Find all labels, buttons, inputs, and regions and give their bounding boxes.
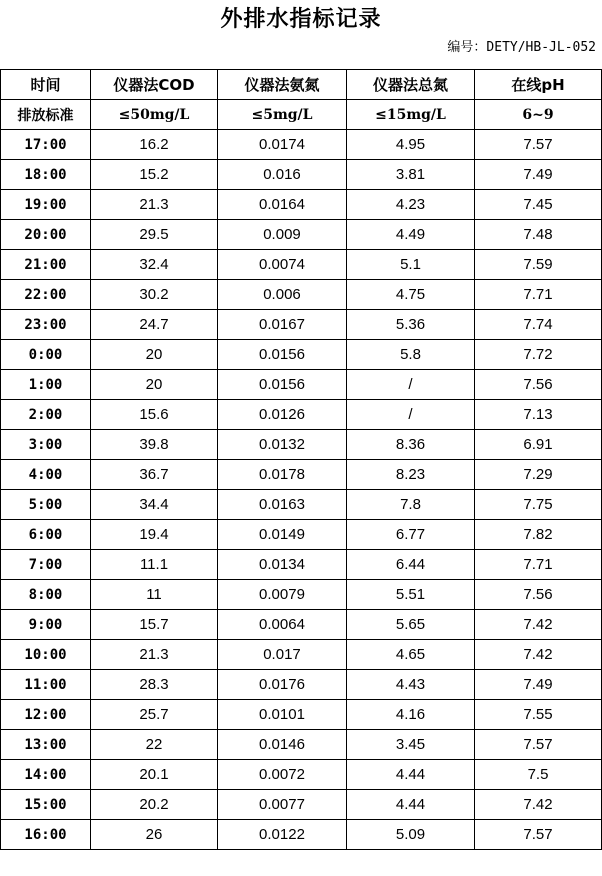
table-row bbox=[1, 400, 602, 430]
cell-time: 1:00 bbox=[1, 370, 91, 400]
cell-cod: 21.3 bbox=[91, 190, 218, 220]
table-row bbox=[1, 370, 602, 400]
cell-total-nitrogen: 4.49 bbox=[347, 220, 475, 250]
cell-ph: 7.72 bbox=[475, 340, 602, 370]
table-row bbox=[1, 580, 602, 610]
cell-ph: 7.49 bbox=[475, 670, 602, 700]
table-row bbox=[1, 820, 602, 850]
cell-cod: 26 bbox=[91, 820, 218, 850]
cell-cod: 20.2 bbox=[91, 790, 218, 820]
cell-time: 4:00 bbox=[1, 460, 91, 490]
cell-ammonia: 0.0077 bbox=[218, 790, 347, 820]
cell-total-nitrogen: 6.44 bbox=[347, 550, 475, 580]
cell-time: 15:00 bbox=[1, 790, 91, 820]
cell-cod: 32.4 bbox=[91, 250, 218, 280]
standard-ammonia: ≤5mg/L bbox=[218, 100, 347, 130]
standard-row bbox=[1, 100, 602, 130]
cell-time: 14:00 bbox=[1, 760, 91, 790]
cell-ammonia: 0.0132 bbox=[218, 430, 347, 460]
table-row bbox=[1, 550, 602, 580]
cell-ammonia: 0.009 bbox=[218, 220, 347, 250]
cell-cod: 20.1 bbox=[91, 760, 218, 790]
cell-cod: 29.5 bbox=[91, 220, 218, 250]
header-ammonia: 仪器法氨氮 bbox=[218, 70, 347, 100]
cell-ph: 7.49 bbox=[475, 160, 602, 190]
cell-ammonia: 0.017 bbox=[218, 640, 347, 670]
cell-total-nitrogen: 4.43 bbox=[347, 670, 475, 700]
cell-ph: 7.75 bbox=[475, 490, 602, 520]
cell-total-nitrogen: 8.23 bbox=[347, 460, 475, 490]
cell-cod: 22 bbox=[91, 730, 218, 760]
standard-cod: ≤50mg/L bbox=[91, 100, 218, 130]
cell-time: 12:00 bbox=[1, 700, 91, 730]
table-row bbox=[1, 790, 602, 820]
cell-ammonia: 0.016 bbox=[218, 160, 347, 190]
cell-ph: 7.48 bbox=[475, 220, 602, 250]
table-row bbox=[1, 640, 602, 670]
cell-ammonia: 0.0146 bbox=[218, 730, 347, 760]
cell-ph: 7.55 bbox=[475, 700, 602, 730]
table-row bbox=[1, 280, 602, 310]
cell-time: 2:00 bbox=[1, 400, 91, 430]
cell-total-nitrogen: 3.45 bbox=[347, 730, 475, 760]
cell-total-nitrogen: 5.36 bbox=[347, 310, 475, 340]
page-title: 外排水指标记录 bbox=[220, 7, 382, 32]
cell-ph: 7.56 bbox=[475, 370, 602, 400]
cell-ammonia: 0.0163 bbox=[218, 490, 347, 520]
cell-total-nitrogen: 4.44 bbox=[347, 760, 475, 790]
cell-ph: 7.57 bbox=[475, 130, 602, 160]
cell-time: 18:00 bbox=[1, 160, 91, 190]
cell-total-nitrogen: 5.51 bbox=[347, 580, 475, 610]
cell-ph: 7.42 bbox=[475, 610, 602, 640]
cell-time: 10:00 bbox=[1, 640, 91, 670]
cell-time: 21:00 bbox=[1, 250, 91, 280]
cell-cod: 15.2 bbox=[91, 160, 218, 190]
cell-time: 7:00 bbox=[1, 550, 91, 580]
cell-total-nitrogen: 4.23 bbox=[347, 190, 475, 220]
cell-cod: 11.1 bbox=[91, 550, 218, 580]
cell-total-nitrogen: 5.09 bbox=[347, 820, 475, 850]
cell-total-nitrogen: 8.36 bbox=[347, 430, 475, 460]
cell-cod: 30.2 bbox=[91, 280, 218, 310]
cell-time: 22:00 bbox=[1, 280, 91, 310]
header-total-nitrogen: 仪器法总氮 bbox=[347, 70, 475, 100]
cell-total-nitrogen: / bbox=[347, 400, 475, 430]
cell-total-nitrogen: 4.16 bbox=[347, 700, 475, 730]
cell-total-nitrogen: / bbox=[347, 370, 475, 400]
cell-ammonia: 0.0167 bbox=[218, 310, 347, 340]
cell-ph: 7.74 bbox=[475, 310, 602, 340]
cell-ammonia: 0.0101 bbox=[218, 700, 347, 730]
cell-time: 13:00 bbox=[1, 730, 91, 760]
cell-time: 8:00 bbox=[1, 580, 91, 610]
cell-ph: 7.71 bbox=[475, 280, 602, 310]
cell-ph: 6.91 bbox=[475, 430, 602, 460]
cell-cod: 20 bbox=[91, 340, 218, 370]
cell-ph: 7.45 bbox=[475, 190, 602, 220]
table-row bbox=[1, 760, 602, 790]
cell-time: 6:00 bbox=[1, 520, 91, 550]
cell-cod: 24.7 bbox=[91, 310, 218, 340]
header-cod: 仪器法COD bbox=[91, 70, 218, 100]
cell-time: 3:00 bbox=[1, 430, 91, 460]
table-row bbox=[1, 190, 602, 220]
cell-time: 19:00 bbox=[1, 190, 91, 220]
table-row bbox=[1, 610, 602, 640]
cell-ammonia: 0.0164 bbox=[218, 190, 347, 220]
cell-time: 20:00 bbox=[1, 220, 91, 250]
cell-cod: 19.4 bbox=[91, 520, 218, 550]
table-row bbox=[1, 700, 602, 730]
table-row bbox=[1, 310, 602, 340]
cell-cod: 11 bbox=[91, 580, 218, 610]
table-row bbox=[1, 490, 602, 520]
cell-total-nitrogen: 5.1 bbox=[347, 250, 475, 280]
cell-cod: 39.8 bbox=[91, 430, 218, 460]
cell-time: 5:00 bbox=[1, 490, 91, 520]
standard-total-nitrogen: ≤15mg/L bbox=[347, 100, 475, 130]
table-row bbox=[1, 250, 602, 280]
cell-time: 0:00 bbox=[1, 340, 91, 370]
cell-ph: 7.29 bbox=[475, 460, 602, 490]
cell-ammonia: 0.0134 bbox=[218, 550, 347, 580]
standard-ph: 6~9 bbox=[475, 100, 602, 130]
cell-ammonia: 0.0122 bbox=[218, 820, 347, 850]
cell-ph: 7.71 bbox=[475, 550, 602, 580]
cell-ammonia: 0.0176 bbox=[218, 670, 347, 700]
cell-ammonia: 0.0156 bbox=[218, 370, 347, 400]
cell-cod: 15.6 bbox=[91, 400, 218, 430]
cell-cod: 16.2 bbox=[91, 130, 218, 160]
table-row bbox=[1, 460, 602, 490]
table-row bbox=[1, 340, 602, 370]
cell-cod: 20 bbox=[91, 370, 218, 400]
cell-ammonia: 0.0178 bbox=[218, 460, 347, 490]
table-row bbox=[1, 130, 602, 160]
cell-ph: 7.42 bbox=[475, 640, 602, 670]
cell-total-nitrogen: 4.75 bbox=[347, 280, 475, 310]
cell-total-nitrogen: 4.65 bbox=[347, 640, 475, 670]
cell-ph: 7.59 bbox=[475, 250, 602, 280]
water-indicator-table bbox=[0, 69, 602, 850]
table-row bbox=[1, 520, 602, 550]
cell-time: 17:00 bbox=[1, 130, 91, 160]
standard-label: 排放标准 bbox=[1, 100, 91, 130]
cell-ph: 7.5 bbox=[475, 760, 602, 790]
table-row bbox=[1, 220, 602, 250]
cell-cod: 21.3 bbox=[91, 640, 218, 670]
cell-ph: 7.57 bbox=[475, 820, 602, 850]
table-row bbox=[1, 430, 602, 460]
cell-ph: 7.57 bbox=[475, 730, 602, 760]
table-row bbox=[1, 670, 602, 700]
table-row bbox=[1, 730, 602, 760]
cell-time: 9:00 bbox=[1, 610, 91, 640]
table-row bbox=[1, 160, 602, 190]
cell-ph: 7.82 bbox=[475, 520, 602, 550]
cell-total-nitrogen: 4.95 bbox=[347, 130, 475, 160]
cell-ammonia: 0.006 bbox=[218, 280, 347, 310]
document-number: 编号：DETY/HB-JL-052 bbox=[447, 40, 596, 55]
header-ph: 在线pH bbox=[475, 70, 602, 100]
cell-cod: 28.3 bbox=[91, 670, 218, 700]
cell-ammonia: 0.0156 bbox=[218, 340, 347, 370]
header-row bbox=[1, 70, 602, 100]
cell-ph: 7.56 bbox=[475, 580, 602, 610]
cell-ammonia: 0.0064 bbox=[218, 610, 347, 640]
cell-cod: 36.7 bbox=[91, 460, 218, 490]
cell-cod: 34.4 bbox=[91, 490, 218, 520]
cell-ammonia: 0.0079 bbox=[218, 580, 347, 610]
cell-ammonia: 0.0126 bbox=[218, 400, 347, 430]
cell-ammonia: 0.0149 bbox=[218, 520, 347, 550]
cell-ammonia: 0.0074 bbox=[218, 250, 347, 280]
cell-total-nitrogen: 7.8 bbox=[347, 490, 475, 520]
cell-total-nitrogen: 3.81 bbox=[347, 160, 475, 190]
cell-ph: 7.42 bbox=[475, 790, 602, 820]
cell-ammonia: 0.0174 bbox=[218, 130, 347, 160]
cell-time: 23:00 bbox=[1, 310, 91, 340]
cell-ph: 7.13 bbox=[475, 400, 602, 430]
cell-total-nitrogen: 5.65 bbox=[347, 610, 475, 640]
cell-ammonia: 0.0072 bbox=[218, 760, 347, 790]
cell-time: 11:00 bbox=[1, 670, 91, 700]
cell-total-nitrogen: 6.77 bbox=[347, 520, 475, 550]
cell-total-nitrogen: 5.8 bbox=[347, 340, 475, 370]
cell-cod: 15.7 bbox=[91, 610, 218, 640]
cell-time: 16:00 bbox=[1, 820, 91, 850]
header-time: 时间 bbox=[1, 70, 91, 100]
cell-total-nitrogen: 4.44 bbox=[347, 790, 475, 820]
cell-cod: 25.7 bbox=[91, 700, 218, 730]
